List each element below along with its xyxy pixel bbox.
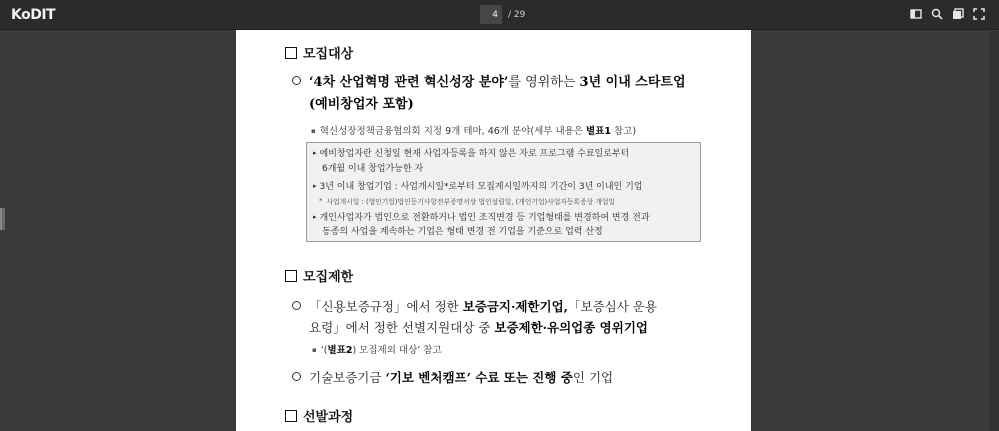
kodit-logo: KoDIT	[11, 7, 56, 23]
box-subline: * 사업개시일 : (법인기업)법인등기사항전부증명서상 법인설립일, (개인기업)사업자등록증상 개업일	[319, 196, 615, 206]
page-total: / 29	[508, 9, 526, 20]
section-heading-restriction: 모집제한	[285, 266, 353, 285]
box-line: ▸ 3년 이내 창업기업 : 사업개시일*로부터 모집게시일까지의 기간이 3년 이내인 기업	[313, 182, 643, 192]
circle-bullet-icon	[292, 301, 301, 310]
scrollbar-track[interactable]	[989, 31, 999, 431]
restriction-note: ▪ ‘(별표2) 모집제외 대상’ 참고	[312, 345, 442, 356]
square-bullet-icon	[285, 47, 297, 59]
target-note: ▪ 혁신성장정책금융협의회 지정 9개 테마, 46개 분야(세부 내용은 별표1 참고)	[311, 126, 637, 137]
page-number-input[interactable]: 4	[480, 5, 502, 24]
target-item: ‘4차 산업혁명 관련 혁신성장 분야’를 영위하는 3년 이내 스타트업 (예비창업자 포함)	[292, 72, 686, 116]
document-page	[236, 30, 751, 431]
viewer-toolbar	[0, 0, 999, 30]
sidebar-toggle-icon[interactable]	[910, 8, 922, 20]
circle-bullet-icon	[292, 76, 301, 85]
box-line: 6개월 이내 창업가능한 자	[322, 163, 424, 174]
section-heading-target: 모집대상	[285, 43, 353, 62]
search-icon[interactable]	[931, 8, 943, 20]
circle-bullet-icon	[292, 372, 301, 381]
box-line: 동종의 사업을 계속하는 기업은 형태 변경 전 기업을 기준으로 업력 산정	[322, 227, 603, 237]
square-bullet-icon	[285, 270, 297, 282]
sidebar-handle[interactable]	[0, 208, 5, 230]
fullscreen-icon[interactable]	[973, 8, 985, 20]
toolbar-icons	[910, 8, 985, 20]
copy-icon[interactable]	[952, 8, 964, 20]
box-line: ▸ 에비창업자란 신청일 현재 사업자등록을 하지 않은 자로 프로그램 수료일로부터	[313, 149, 630, 159]
section-heading-selection: 선발과정	[285, 406, 353, 425]
square-bullet-icon	[285, 410, 297, 422]
definition-box	[306, 142, 701, 242]
restriction-item-2: 기술보증기금 ‘기보 벤처캠프’ 수료 또는 진행 중인 기업	[292, 367, 613, 388]
restriction-item-1: 「신용보증규정」에서 정한 보증금지·제한기업,「보증심사 운용 요령」에서 정한 선별지원대상 중 보증제한·유의업종 영위기업	[292, 296, 722, 338]
box-line: ▸ 개인사업자가 법인으로 전환하거나 법인 조직변경 등 기업형태를 변경하여 변경 전과	[313, 212, 650, 223]
page-indicator	[480, 5, 525, 24]
